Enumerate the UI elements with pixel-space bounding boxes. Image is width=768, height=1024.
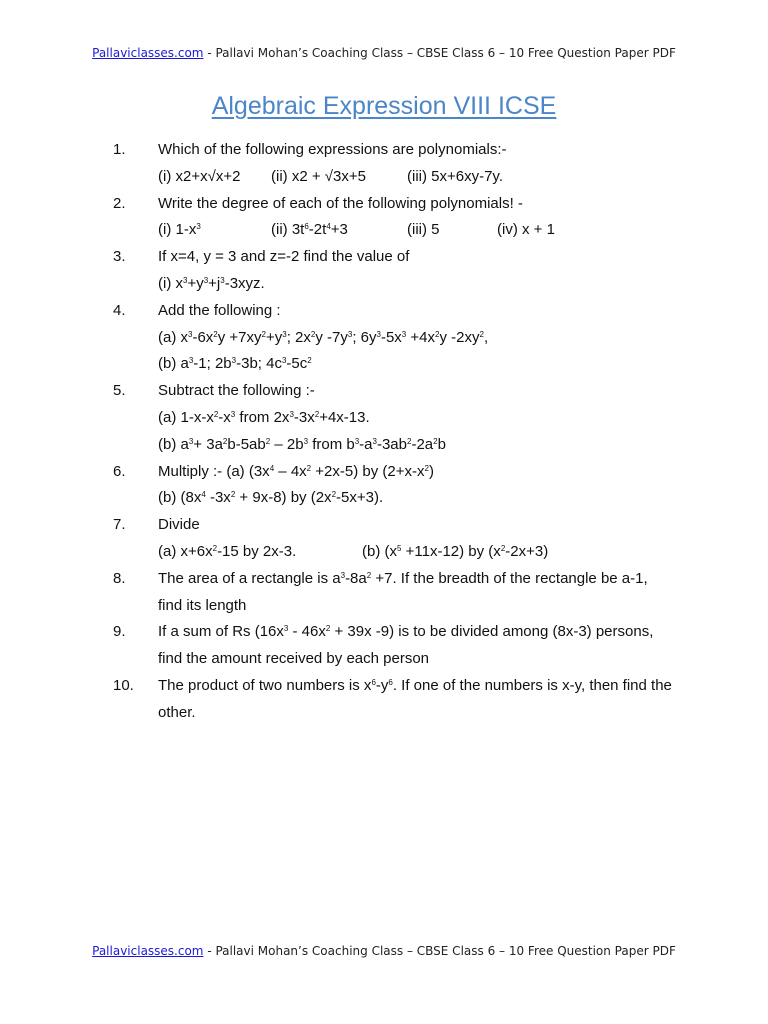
question-5-line-a <box>0 405 768 432</box>
question-number: 1. <box>113 141 126 158</box>
question-list <box>0 137 768 727</box>
question-8 <box>0 566 768 593</box>
question-6-line-b <box>0 485 768 512</box>
question-4 <box>0 298 768 325</box>
question-subpart: (i) $x^3+y^3+j^3-3xyz$. <box>158 274 265 292</box>
question-text-continued: find the amount received by each person <box>158 650 430 668</box>
question-number: 9. <box>113 623 126 641</box>
question-text: The product of two numbers is $x^6-y^6$. If one of the numbers is x-y, then find the <box>158 676 672 694</box>
question-9-cont <box>0 646 768 673</box>
question-1 <box>0 137 768 164</box>
question-number: 3. <box>113 248 126 266</box>
question-text-continued: other. <box>158 703 196 721</box>
question-subpart: (b) $a^3-1$; $2b^3-3b$; $4c^3-5c^2$ <box>158 355 312 373</box>
option-b: (b) $(x^5 +11x-12)$ by $(x^2-2x+3)$ <box>362 542 549 560</box>
question-subpart: (b) ($8x^4$ $-3x^2 + 9x-8$) by $(2x^2-5x+3)$. <box>158 489 384 507</box>
question-number: 7. <box>113 516 126 534</box>
question-text: Add the following : <box>158 301 281 319</box>
question-number: 4. <box>113 301 126 319</box>
question-number: 6. <box>113 462 126 480</box>
question-3 <box>0 244 768 271</box>
question-10-cont <box>0 700 768 727</box>
page-title: Algebraic Expression VIII ICSE <box>211 92 557 120</box>
question-text: Multiply :- (a) $(3x^4 - 4x^2 +2x-5)$ by $(2+x-x^2)$ <box>158 462 434 480</box>
question-4-line-a <box>0 325 768 352</box>
option-ii: (ii) x2 + √3x+5 <box>271 167 366 185</box>
question-6 <box>0 459 768 486</box>
question-7 <box>0 512 768 539</box>
option-a: (a) $x+6x^2-15$ by 2x-3. <box>158 542 297 560</box>
page-footer <box>0 944 768 958</box>
question-9 <box>0 619 768 646</box>
question-8-cont <box>0 593 768 620</box>
question-number: 5. <box>113 382 126 400</box>
question-subpart: (a) $x^3-6x^2y +7xy^2+y^3$; $2x^2y$ $-7y^3$; $6y^3-5x^3 +4x^2y$ $-2xy^2$, <box>158 328 489 346</box>
question-text: Write the degree of each of the following polynomials! - <box>158 194 523 212</box>
question-1-options <box>0 164 768 191</box>
header-text: - Pallavi Mohan’s Coaching Class – CBSE Class 6 – 10 Free Question Paper PDF <box>203 46 676 60</box>
question-number: 2. <box>113 194 126 212</box>
question-3-line <box>0 271 768 298</box>
question-4-line-b <box>0 351 768 378</box>
question-5-line-b <box>0 432 768 459</box>
question-5 <box>0 378 768 405</box>
question-7-options <box>0 539 768 566</box>
question-text: Divide <box>158 516 200 534</box>
footer-link[interactable]: Pallaviclasses.com <box>92 944 204 958</box>
question-text: Which of the following expressions are polynomials:- <box>158 141 507 158</box>
question-number: 10. <box>113 676 134 694</box>
question-text: If x=4, y = 3 and z=-2 find the value of <box>158 248 410 266</box>
question-text-continued: find its length <box>158 596 247 614</box>
option-ii: (ii) $3t^6-2t^4+3$ <box>271 221 348 239</box>
question-10 <box>0 673 768 700</box>
option-i: (i) x2+x√x+2 <box>158 167 241 185</box>
question-2-options <box>0 217 768 244</box>
question-number: 8. <box>113 569 126 587</box>
option-iii: (iii) 5 <box>407 221 440 239</box>
option-iii: (iii) 5x+6xy-7y. <box>407 167 503 185</box>
question-text: If a sum of Rs ($16x^3 - 46x^2 + 39x$ -9) is to be divided among (8x-3) persons, <box>158 623 654 641</box>
option-iv: (iv) x + 1 <box>497 221 555 239</box>
page-header <box>0 46 768 60</box>
question-subpart: (b) $a^3+ 3a^2b-5ab^2 - 2b^3$ from $b^3-a^3-3ab^2-2a^2b$ <box>158 435 446 453</box>
footer-text: - Pallavi Mohan’s Coaching Class – CBSE Class 6 – 10 Free Question Paper PDF <box>203 944 676 958</box>
question-text: Subtract the following :- <box>158 382 315 400</box>
question-subpart: (a) $1-x-x^2-x^3$ from $2x^3-3x^2+4x-13$. <box>158 408 370 426</box>
question-2 <box>0 191 768 218</box>
question-text: The area of a rectangle is $a^3-8a^2 +7$. If the breadth of the rectangle be a-1, <box>158 569 648 587</box>
option-i: (i) $1-x^3$ <box>158 221 201 239</box>
header-link[interactable]: Pallaviclasses.com <box>92 46 204 60</box>
